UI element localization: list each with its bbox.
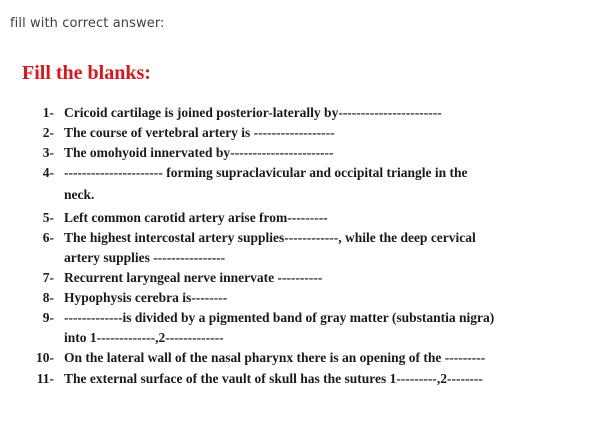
question-number: 5-: [42, 210, 54, 225]
question-text: Cricoid cartilage is joined posterior-laterally by-----------------------: [64, 105, 442, 120]
question-number: 10-: [36, 350, 54, 365]
worksheet-image: [10, 56, 610, 416]
question-text: Hypophysis cerebra is--------: [64, 290, 228, 305]
question-number: 2-: [42, 125, 54, 140]
question-9-continued: into 1-------------,2-------------: [64, 330, 224, 345]
question-text: Recurrent laryngeal nerve innervate ----------: [64, 270, 323, 285]
question-number: 4-: [42, 165, 54, 180]
question-number: 11-: [36, 371, 54, 386]
question-6-continued: artery supplies ----------------: [64, 250, 226, 265]
question-text: The course of vertebral artery is ------------------: [64, 125, 335, 140]
worksheet-title: Fill the blanks:: [22, 62, 151, 84]
question-text: On the lateral wall of the nasal pharynx there is an opening of the ---------: [64, 350, 486, 365]
question-number: 7-: [42, 270, 54, 285]
question-number: 6-: [42, 230, 54, 245]
question-text: -------------is divided by a pigmented band of gray matter (substantia nigra): [64, 310, 495, 325]
question-text: ---------------------- forming supraclavicular and occipital triangle in the: [64, 165, 468, 180]
question-number: 1-: [42, 105, 54, 120]
question-number: 3-: [42, 145, 54, 160]
question-number: 9-: [42, 310, 54, 325]
question-text: The omohyoid innervated by-----------------------: [64, 145, 334, 160]
question-text: The external surface of the vault of skull has the sutures 1---------,2--------: [64, 371, 483, 386]
question-number: 8-: [42, 290, 54, 305]
question-text: Left common carotid artery arise from---------: [64, 210, 328, 225]
question-text: The highest intercostal artery supplies------------, while the deep cervical: [64, 230, 476, 245]
instruction-text: fill with correct answer:: [10, 16, 165, 31]
question-4-continued: neck.: [64, 187, 95, 202]
